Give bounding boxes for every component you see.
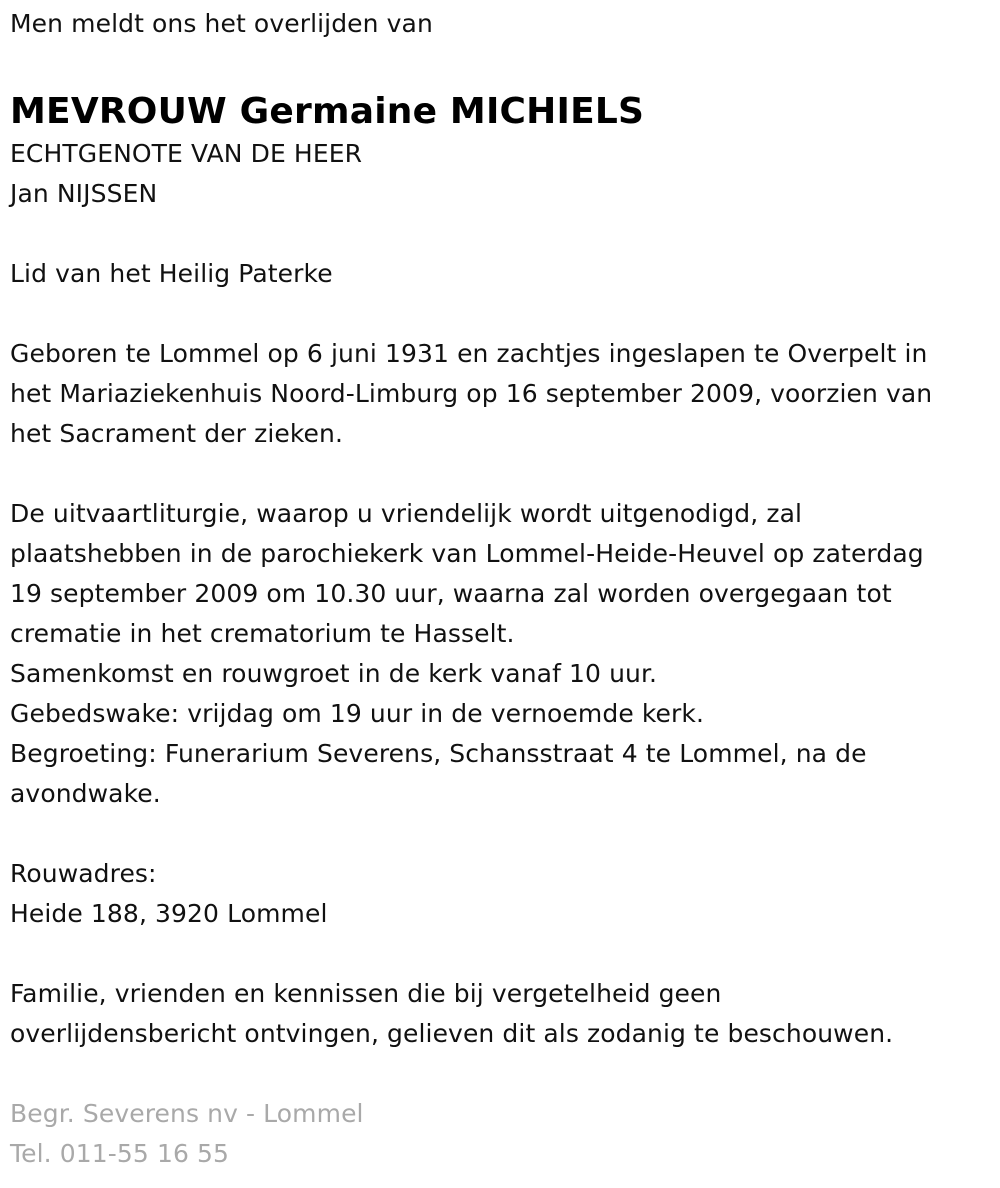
address-value: Heide 188, 3920 Lommel xyxy=(10,899,328,928)
funeral-home-name: Begr. Severens nv - Lommel xyxy=(10,1099,364,1128)
deceased-name: MEVROUW Germaine MICHIELS xyxy=(10,91,645,132)
spacer xyxy=(10,214,990,254)
paragraph-line: het Mariaziekenhuis Noord-Limburg op 16 september 2009, voorzien van xyxy=(10,379,933,408)
intro-text: Men meldt ons het overlijden van xyxy=(10,9,433,38)
address-block xyxy=(10,854,990,934)
paragraph-line: Geboren te Lommel op 6 juni 1931 en zachtjes ingeslapen te Overpelt in xyxy=(10,339,928,368)
paragraph-line: Gebedswake: vrijdag om 19 uur in de vernoemde kerk. xyxy=(10,699,705,728)
paragraph-line: De uitvaartliturgie, waarop u vriendelijk wordt uitgenodigd, zal xyxy=(10,499,803,528)
paragraph-line: overlijdensbericht ontvingen, gelieven dit als zodanig te beschouwen. xyxy=(10,1019,894,1048)
paragraph-line: Familie, vrienden en kennissen die bij vergetelheid geen xyxy=(10,979,722,1008)
funeral-paragraph xyxy=(10,494,990,814)
spacer xyxy=(10,454,990,494)
membership-text: Lid van het Heilig Paterke xyxy=(10,259,333,288)
death-notice xyxy=(0,4,1000,1188)
spacer xyxy=(10,814,990,854)
paragraph-line: Begroeting: Funerarium Severens, Schansstraat 4 te Lommel, na de xyxy=(10,739,867,768)
paragraph-line: het Sacrament der zieken. xyxy=(10,419,344,448)
spouse-name: Jan NIJSSEN xyxy=(10,179,158,208)
spacer xyxy=(10,1054,990,1094)
paragraph-line: crematie in het crematorium te Hasselt. xyxy=(10,619,515,648)
paragraph-line: plaatshebben in de parochiekerk van Lommel-Heide-Heuvel op zaterdag xyxy=(10,539,924,568)
spouse-title: ECHTGENOTE VAN DE HEER xyxy=(10,139,363,168)
address-label: Rouwadres: xyxy=(10,859,157,888)
spacer xyxy=(10,294,990,334)
paragraph-line: avondwake. xyxy=(10,779,161,808)
family-note-paragraph xyxy=(10,974,990,1054)
paragraph-line: Samenkomst en rouwgroet in de kerk vanaf 10 uur. xyxy=(10,659,658,688)
funeral-home-phone: Tel. 011-55 16 55 xyxy=(10,1139,230,1168)
paragraph-line: 19 september 2009 om 10.30 uur, waarna zal worden overgegaan tot xyxy=(10,579,892,608)
spacer xyxy=(10,934,990,974)
birth-death-paragraph xyxy=(10,334,990,454)
funeral-home-footer xyxy=(10,1094,990,1174)
